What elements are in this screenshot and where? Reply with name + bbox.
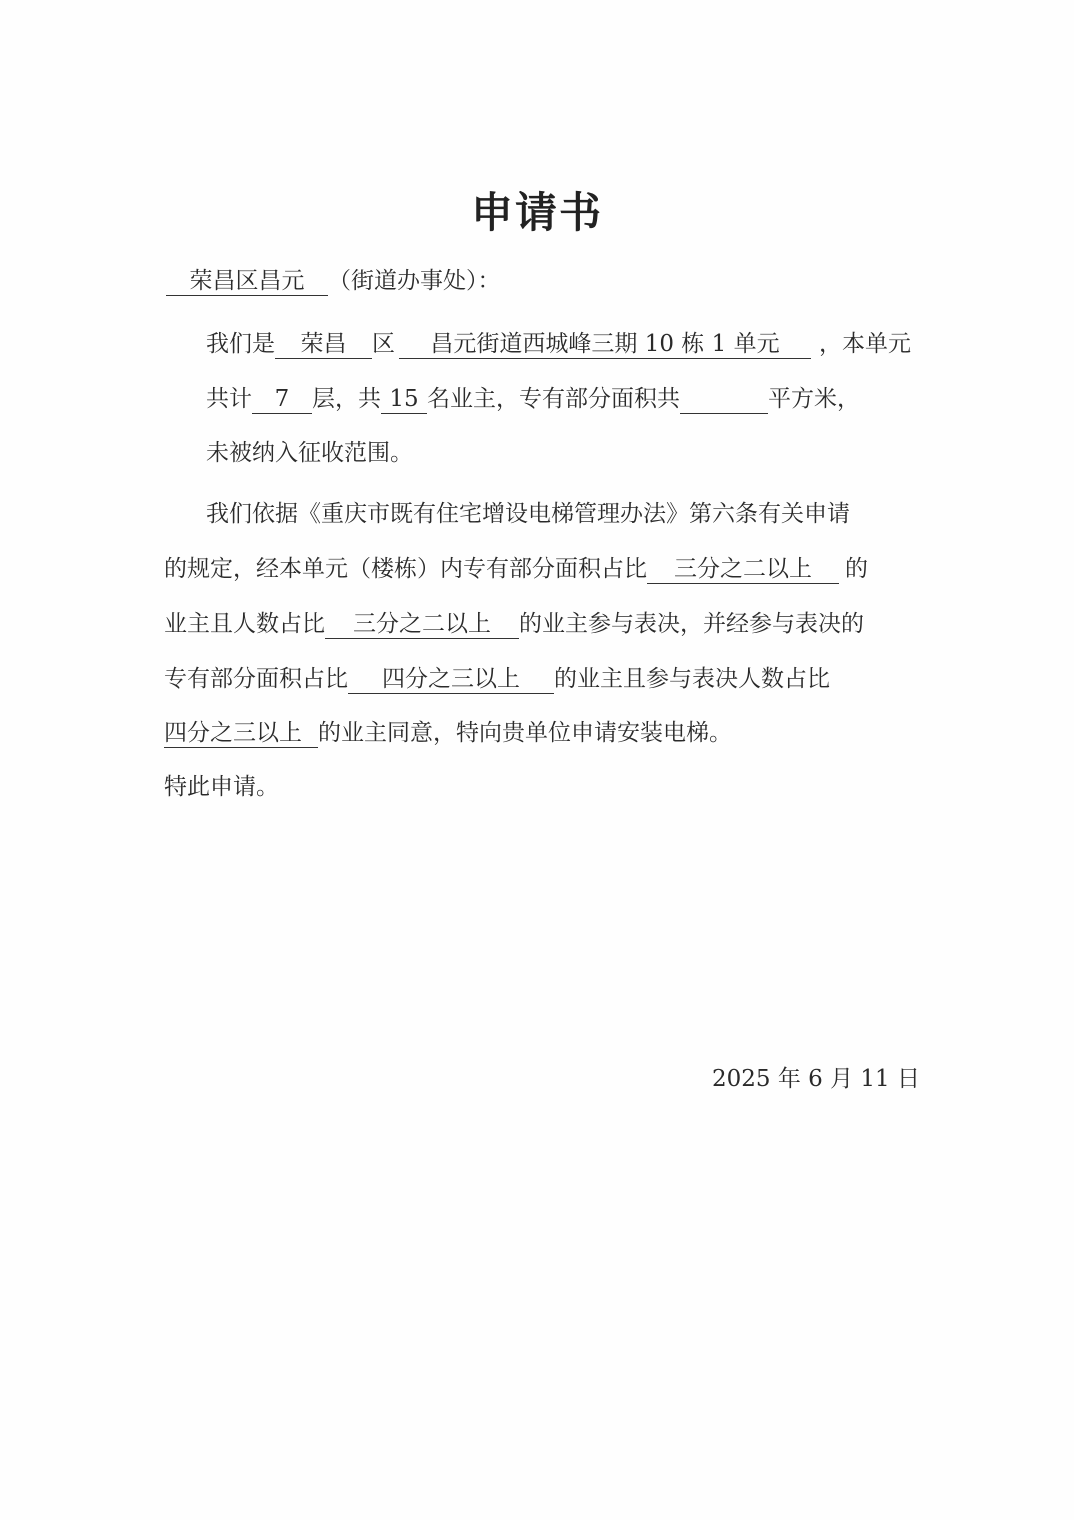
vote-people-ratio-field: 四分之三以上	[164, 719, 318, 748]
para2-line4-prefix: 专有部分面积占比	[164, 666, 348, 692]
area-ratio-field: 三分之二以上	[647, 555, 839, 584]
para2-line4	[164, 664, 830, 694]
owners-suffix: 名业主，专有部分面积共	[427, 386, 680, 412]
addressee-suffix: （街道办事处）：	[328, 268, 501, 294]
para1-prefix: 我们是	[206, 331, 275, 357]
district-suffix: 区	[372, 331, 395, 357]
document-date: 2025 年 6 月 11 日	[712, 1066, 920, 1092]
addressee-name: 荣昌区昌元	[166, 267, 328, 296]
para1-line3: 未被纳入征收范围。	[206, 440, 413, 466]
vote-area-ratio-field: 四分之三以上	[348, 665, 554, 694]
para2-line1: 我们依据《重庆市既有住宅增设电梯管理办法》第六条有关申请	[206, 501, 850, 527]
para1-line2-prefix: 共计	[206, 386, 252, 412]
para2-line4-suffix: 的业主且参与表决人数占比	[554, 666, 830, 692]
owners-field: 15	[381, 385, 427, 414]
floors-suffix: 层，共	[312, 386, 381, 412]
para2-line5	[164, 718, 732, 748]
para2-line3-suffix: 的业主参与表决，并经参与表决的	[519, 611, 864, 637]
district-field: 荣昌	[275, 330, 372, 359]
para2-line5-suffix: 的业主同意，特向贵单位申请安装电梯。	[318, 720, 732, 746]
para2-line3	[164, 609, 864, 639]
document-title: 申请书	[470, 188, 603, 237]
para2-line2-suffix: 的	[845, 556, 868, 582]
para1-line2	[206, 384, 860, 414]
para2-line2-prefix: 的规定，经本单元（楼栋）内专有部分面积占比	[164, 556, 647, 582]
area-suffix: 平方米，	[768, 386, 860, 412]
para2-line3-prefix: 业主且人数占比	[164, 611, 325, 637]
address-field: 昌元街道西城峰三期 10 栋 1 单元	[399, 330, 811, 359]
floors-field: 7	[252, 385, 312, 414]
para1-line1-suffix: ，本单元	[819, 331, 911, 357]
para2-line2	[164, 554, 868, 584]
area-field	[680, 385, 768, 414]
addressee-line	[166, 266, 501, 296]
people-ratio-field: 三分之二以上	[325, 610, 519, 639]
para1-line1	[206, 329, 911, 359]
closing-text: 特此申请。	[164, 774, 279, 800]
